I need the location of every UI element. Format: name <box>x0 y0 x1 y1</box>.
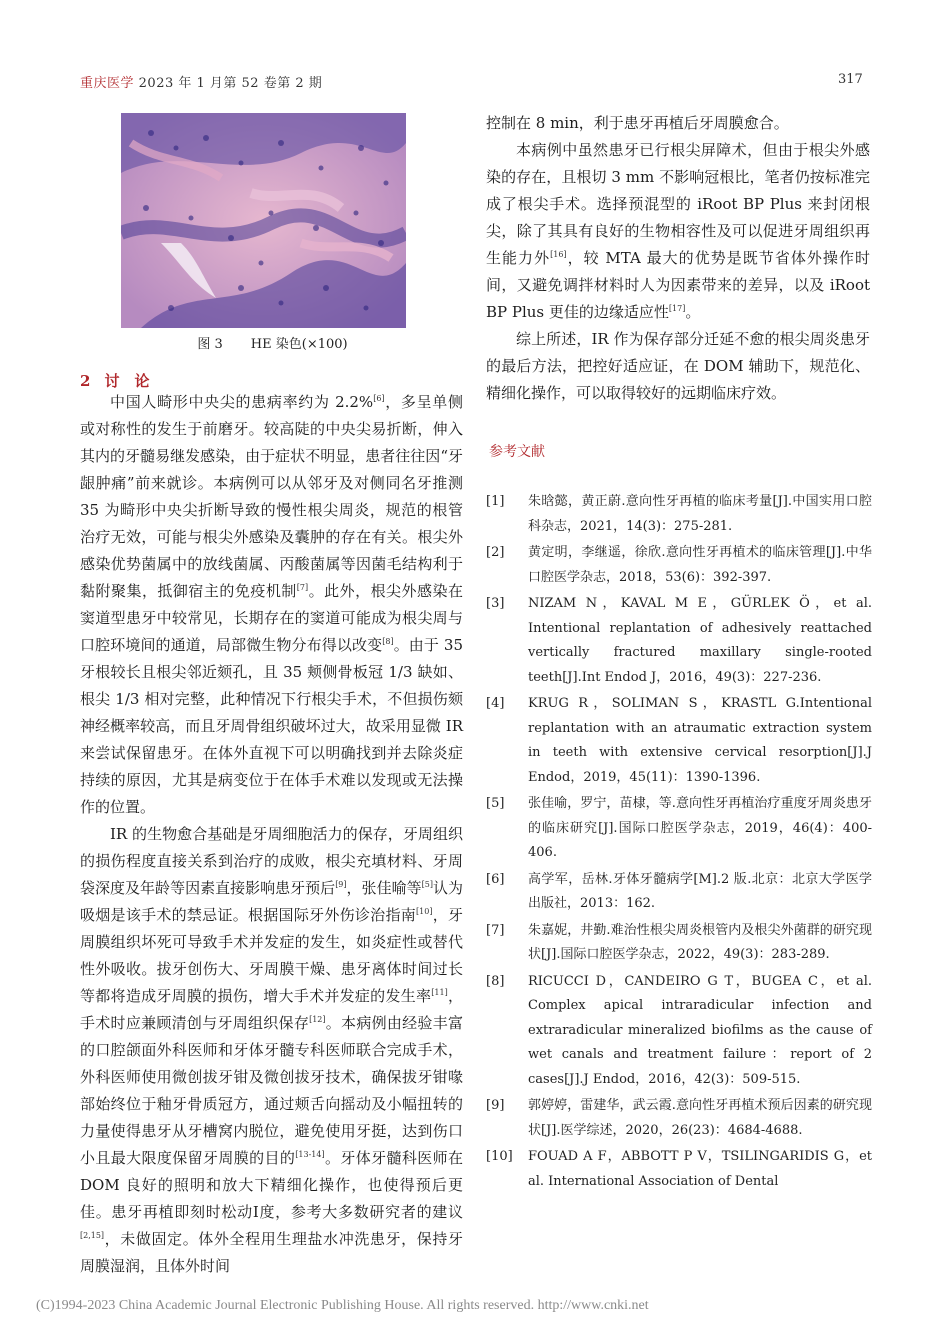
histology-figure <box>121 113 406 328</box>
citation: [11] <box>431 988 448 997</box>
section-title: 讨 论 <box>104 372 150 390</box>
reference-item: [2] 黄定明，李继遥，徐欣.意向性牙再植术的临床管理[J].中华口腔医学杂志，2018，53(6)：392-397. <box>486 545 872 585</box>
paragraph: 综上所述，IR 作为保存部分迁延不愈的根尖周炎患牙的最后方法，把控好适应证，在 DOM 辅助下，规范化、精细化操作，可以取得较好的远期临床疗效。 <box>486 330 870 402</box>
citation: [8] <box>382 637 394 646</box>
citation: [12] <box>309 1015 326 1024</box>
section-number: 2 <box>80 372 91 390</box>
right-column <box>486 110 870 407</box>
copyright-footer: (C)1994-2023 China Academic Journal Electronic Publishing House. All rights reserved. http://www.cnki.net <box>36 1298 649 1313</box>
reference-item: [6] 高学军，岳林.牙体牙髓病学[M].2 版.北京：北京大学医学出版社，2013：162. <box>486 871 872 911</box>
reference-item: [7] 朱嘉妮，井勤.难治性根尖周炎根管内及根尖外菌群的研究现状[J].国际口腔医学杂志，2022，49(3)：283-289. <box>486 922 872 962</box>
reference-item: [10] FOUAD A F，ABBOTT P V，TSILINGARIDIS G，et al. International Association of Dental <box>486 1149 872 1189</box>
paragraph: 本病例中虽然患牙已行根尖屏障术，但由于根尖外感染的存在，且根切 3 mm 不影响冠根比，笔者仍按标准完成了根尖手术。选择预混型的 iRoot BP Plus 来封闭根尖，除了其具有良好的生物相容性及可以促进牙周组织再生能力外[16]，较 MTA 最大的优势是既节省体外操作时间，又避免调拌材料时人为因素带来的差异，以及 iRoot BP Plus 更佳的边缘适应性[17]。 <box>486 141 870 321</box>
journal-header <box>80 72 322 91</box>
issue-info: 2023 年 1 月第 52 卷第 2 期 <box>134 76 323 91</box>
citation: [7] <box>296 583 309 592</box>
paragraph: 中国人畸形中央尖的患病率约为 2.2%[6]，多呈单侧或对称性的发生于前磨牙。较高陡的中央尖易折断，伸入其内的牙髓易继发感染，由于症状不明显，患者往往因“牙龈肿痛”前来就诊。本病例可以从邻牙及对侧同名牙推测 35 为畸形中央尖折断导致的慢性根尖周炎，规范的根管治疗无效，可能与根尖外感染及囊肿的存在有关。根尖外感染优势菌属中的放线菌属、丙酸菌属等因菌毛结构利于黏附聚集，抵御宿主的免疫机制[7]。此外，根尖外感染在窦道型患牙中较常见，长期存在的窦道可能成为根尖周与口腔环境间的通道，局部微生物分布得以改变[8]。由于 35 牙根较长且根尖邻近颏孔，且 35 颊侧骨板冠 1/3 缺如、根尖 1/3 相对完整，此种情况下行根尖手术，不但损伤颏神经概率较高，而且牙周骨组织破坏过大，故采用显微 IR 来尝试保留患牙。在体外直视下可以明确找到并去除炎症持续的原因，尤其是病变位于在体手术难以发现或无法操作的位置。 <box>80 393 463 816</box>
reference-item: [3] NIZAM N，KAVAL M E，GÜRLEK Ö，et al. Intentional replantation of adhesively reattached vertically fractured maxillary single-rooted teeth[J].Int Endod J，2016，49(3)：227-236. <box>486 596 872 685</box>
figure-caption-text: HE 染色(×100) <box>250 337 348 352</box>
citation: [9] <box>335 880 347 889</box>
reference-item: [9] 郭婷婷，雷建华，武云霞.意向性牙再植术预后因素的研究现状[J].医学综述，2020，26(23)：4684-4688. <box>486 1098 872 1138</box>
citation: [6] <box>373 394 385 403</box>
he-stain-image <box>121 113 406 328</box>
reference-item: [5] 张佳喻，罗宁，苗棣，等.意向性牙再植治疗重度牙周炎患牙的临床研究[J].国际口腔医学杂志，2019，46(4)：400-406. <box>486 796 872 860</box>
citation: [10] <box>416 907 433 916</box>
figure-label: 图 3 <box>197 337 223 352</box>
reference-item: [8] RICUCCI D，CANDEIRO G T，BUGEA C，et al. Complex apical intraradicular infection and extraradicular mineralized biofilms as the cause of wet canals and treatment failure：report of 2 cases[J].J Endod，2016，42(3)：509-515. <box>486 973 872 1087</box>
citation: [17] <box>668 304 686 313</box>
references-heading: 参考文献 <box>489 444 545 460</box>
reference-item: [1] 朱晗懿，黄正蔚.意向性牙再植的临床考量[J].中国实用口腔科杂志，2021，14(3)：275-281. <box>486 494 872 534</box>
page-number: 317 <box>838 72 863 87</box>
citation: [13-14] <box>295 1150 325 1159</box>
left-column <box>80 389 463 1280</box>
reference-list <box>486 490 872 1196</box>
section-heading <box>80 370 149 391</box>
citation: [5] <box>421 880 433 889</box>
reference-item: [4] KRUG R，SOLIMAN S，KRASTL G.Intentional replantation with an atraumatic extraction system in teeth with extensive cervical resorption[J].J Endod，2019，45(11)：1390-1396. <box>486 696 872 785</box>
citation: [2,15] <box>80 1231 105 1240</box>
citation: [16] <box>550 250 567 259</box>
paragraph: 控制在 8 min，利于患牙再植后牙周膜愈合。 <box>486 114 789 132</box>
figure-caption <box>80 333 465 352</box>
paragraph: IR 的生物愈合基础是牙周细胞活力的保存，牙周组织的损伤程度直接关系到治疗的成败，根尖充填材料、牙周袋深度及年龄等因素直接影响患牙预后[9]，张佳喻等[5]认为吸烟是该手术的禁忌证。根据国际牙外伤诊治指南[10]，牙周膜组织坏死可导致手术并发症的发生，如炎症性或替代性外吸收。拔牙创伤大、牙周膜干燥、患牙离体时间过长等都将造成牙周膜的损伤，增大手术并发症的发生率[11]，手术时应兼顾清创与牙周组织保存[12]。本病例由经验丰富的口腔颌面外科医师和牙体牙髓专科医师联合完成手术，外科医师使用微创拔牙钳及微创拔牙技术，确保拔牙钳喙部始终位于釉牙骨质冠方，通过颊舌向摇动及小幅扭转的力量使得患牙从牙槽窝内脱位，避免使用牙挺，达到伤口小且最大限度保留牙周膜的目的[13-14]。牙体牙髓科医师在 DOM 良好的照明和放大下精细化操作，也使得预后更佳。患牙再植即刻时松动Ⅰ度，参考大多数研究者的建议[2,15]，未做固定。体外全程用生理盐水冲洗患牙，保持牙周膜湿润，且体外时间 <box>80 825 463 1275</box>
journal-name: 重庆医学 <box>80 76 135 91</box>
